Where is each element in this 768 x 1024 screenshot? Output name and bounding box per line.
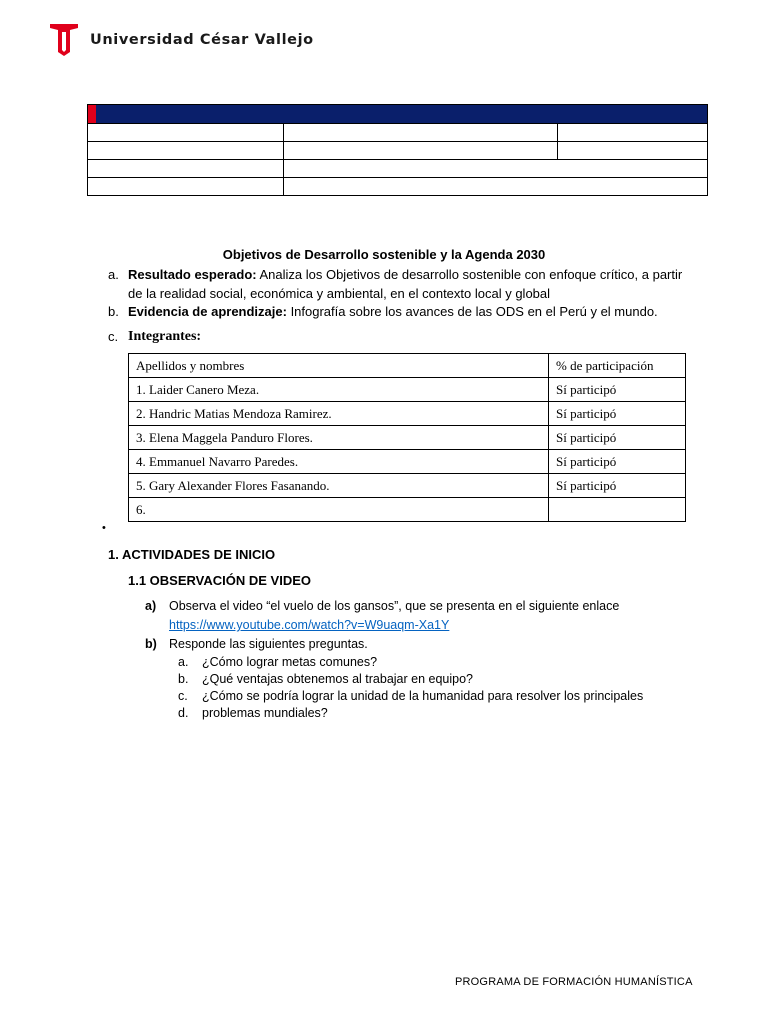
info-cell [558,124,708,142]
info-cell [88,160,284,178]
list-marker: a) [145,599,157,613]
activity-a [145,597,620,635]
list-marker: d. [178,706,189,720]
info-cell [284,178,708,196]
info-cell [284,142,558,160]
list-marker: b. [108,304,119,319]
list-marker: a. [178,655,189,669]
info-cell [284,124,558,142]
table-row [129,402,686,426]
list-marker: b) [145,637,157,651]
section-heading: 1. ACTIVIDADES DE INICIO [108,547,276,562]
info-cell [88,124,284,142]
learning-evidence-label: Evidencia de aprendizaje: [128,304,287,319]
list-marker: c. [108,329,119,344]
info-table-header [88,105,708,124]
ucv-emblem-icon [48,22,80,58]
expected-result-label: Resultado esperado: [128,267,257,282]
info-cell [88,178,284,196]
member-name: 4. Emmanuel Navarro Paredes. [129,450,549,474]
question-text: problemas mundiales? [202,706,328,720]
activity-a-text: Observa el video “el vuelo de los gansos”, que se presenta en el siguiente enlace [169,599,620,613]
expected-result-text-cont: de la realidad social, económica y ambiental, en el contexto local y global [128,286,551,301]
list-item [178,705,328,722]
list-marker: c. [178,689,188,703]
expected-result [108,265,683,303]
info-table-row [88,160,708,178]
question-text: ¿Cómo lograr metas comunes? [202,655,378,669]
members-header-participation: % de participación [549,354,686,378]
info-table [87,104,708,196]
learning-evidence-text: Infografía sobre los avances de las ODS en el Perú y el mundo. [286,304,658,319]
list-item [178,671,474,688]
member-participation: Sí participó [549,402,686,426]
document-title: Objetivos de Desarrollo sostenible y la Agenda 2030 [222,247,546,262]
activity-b-text: Responde las siguientes preguntas. [169,637,368,651]
member-name: 1. Laider Canero Meza. [129,378,549,402]
member-participation: Sí participó [549,378,686,402]
list-marker: b. [178,672,189,686]
bullet-icon: • [102,522,106,534]
table-row [129,378,686,402]
list-marker: a. [108,267,119,282]
info-cell [88,142,284,160]
list-item [178,688,644,705]
expected-result-text: Analiza los Objetivos de desarrollo sostenible con enfoque crítico, a partir [256,267,683,282]
table-row [129,498,686,522]
member-participation: Sí participó [549,426,686,450]
members-heading [108,327,202,346]
question-text: ¿Qué ventajas obtenemos al trabajar en equipo? [202,672,474,686]
university-name: Universidad César Vallejo [90,32,314,48]
member-participation: Sí participó [549,450,686,474]
red-accent-bar [88,105,96,123]
members-label: Integrantes: [128,329,202,344]
info-table-row [88,178,708,196]
table-row [129,474,686,498]
info-table-header-cell [88,105,708,124]
members-table [128,353,686,522]
list-item [178,654,378,671]
info-cell [284,160,708,178]
table-row [129,450,686,474]
member-name: 6. [129,498,549,522]
member-participation [549,498,686,522]
member-name: 2. Handric Matias Mendoza Ramirez. [129,402,549,426]
member-name: 5. Gary Alexander Flores Fasanando. [129,474,549,498]
member-participation: Sí participó [549,474,686,498]
info-table-row [88,142,708,160]
activity-b [145,635,368,654]
members-header-name: Apellidos y nombres [129,354,549,378]
info-table-row [88,124,708,142]
section-subheading: 1.1 OBSERVACIÓN DE VIDEO [128,573,312,588]
member-name: 3. Elena Maggela Panduro Flores. [129,426,549,450]
table-row [129,426,686,450]
learning-evidence [108,302,658,321]
info-cell [558,142,708,160]
video-link[interactable]: https://www.youtube.com/watch?v=W9uaqm-Xa1Y [169,618,450,632]
page-footer: PROGRAMA DE FORMACIÓN HUMANÍSTICA [455,976,693,988]
university-logo [48,22,314,58]
question-text: ¿Cómo se podría lograr la unidad de la humanidad para resolver los principales [202,689,644,703]
members-header-row [129,354,686,378]
